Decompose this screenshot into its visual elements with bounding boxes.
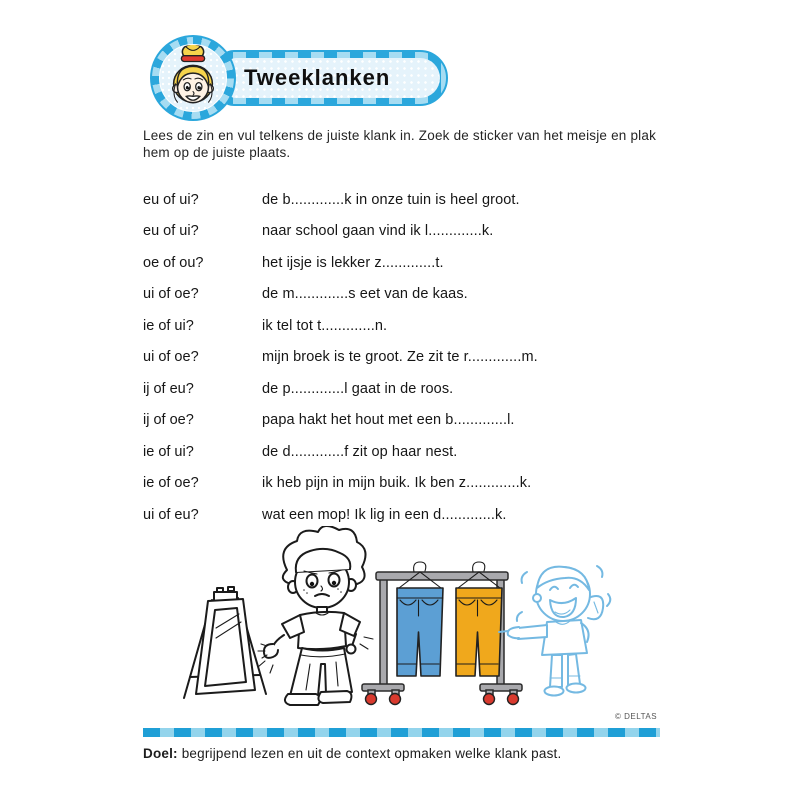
instructions-text: Lees de zin en vul telkens de juiste klank in. Zoek de sticker van het meisje en plak hem op de juiste plaats. — [143, 128, 657, 160]
choice-label: oe of ou? — [143, 254, 204, 271]
exercise-row — [143, 279, 663, 311]
girl-badge — [150, 35, 236, 121]
boy-illustration — [258, 526, 373, 705]
exercise-row — [143, 342, 663, 374]
goal-text — [143, 746, 561, 761]
sentence-with-blank: mijn broek is te groot. Ze zit te r.............m. — [262, 349, 538, 366]
footer-stripe-bar — [143, 728, 660, 737]
exercise-row — [143, 405, 663, 437]
title-banner — [218, 50, 448, 106]
sentence-with-blank: het ijsje is lekker z.............t. — [262, 254, 444, 271]
exercise-row — [143, 184, 663, 216]
girl-sticker-outline — [499, 566, 610, 696]
copyright-text: © DELTAS — [615, 712, 658, 721]
exercise-row — [143, 216, 663, 248]
choice-label: eu of ui? — [143, 223, 199, 240]
mirror-illustration — [184, 587, 266, 698]
sentence-with-blank: papa hakt het hout met een b.............l. — [262, 412, 515, 429]
exercise-row — [143, 436, 663, 468]
girl-face-icon — [162, 44, 224, 111]
title-banner-background — [226, 58, 440, 98]
choice-label: ij of oe? — [143, 412, 194, 429]
sentence-with-blank: de p.............l gaat in de roos. — [262, 380, 454, 397]
illustration — [170, 526, 615, 708]
exercise-row — [143, 468, 663, 500]
exercise-row — [143, 373, 663, 405]
sentence-with-blank: ik heb pijn in mijn buik. Ik ben z.............k. — [262, 475, 532, 492]
choice-label: ui of eu? — [143, 506, 199, 523]
choice-label: ui of oe? — [143, 286, 199, 303]
choice-label: ie of ui? — [143, 317, 194, 334]
sentence-with-blank: ik tel tot t.............n. — [262, 317, 388, 334]
sentence-with-blank: de b.............k in onze tuin is heel groot. — [262, 191, 520, 208]
exercise-list — [143, 184, 663, 531]
clothes-rack-illustration — [362, 562, 522, 705]
choice-label: ie of ui? — [143, 443, 194, 460]
page-title: Tweeklanken — [244, 65, 391, 90]
goal-body: begrijpend lezen en uit de context opmaken welke klank past. — [181, 746, 562, 761]
choice-label: ij of eu? — [143, 380, 194, 397]
sentence-with-blank: naar school gaan vind ik l.............k. — [262, 223, 494, 240]
sentence-with-blank: de m.............s eet van de kaas. — [262, 286, 468, 303]
choice-label: eu of ui? — [143, 191, 199, 208]
blue-trousers — [397, 588, 443, 676]
yellow-trousers — [456, 588, 502, 676]
choice-label: ui of oe? — [143, 349, 199, 366]
exercise-row — [143, 247, 663, 279]
sentence-with-blank: de d.............f zit op haar nest. — [262, 443, 458, 460]
sentence-with-blank: wat een mop! Ik lig in een d.............k. — [262, 506, 507, 523]
exercise-row — [143, 310, 663, 342]
goal-label: Doel: — [143, 746, 178, 761]
choice-label: ie of oe? — [143, 475, 199, 492]
